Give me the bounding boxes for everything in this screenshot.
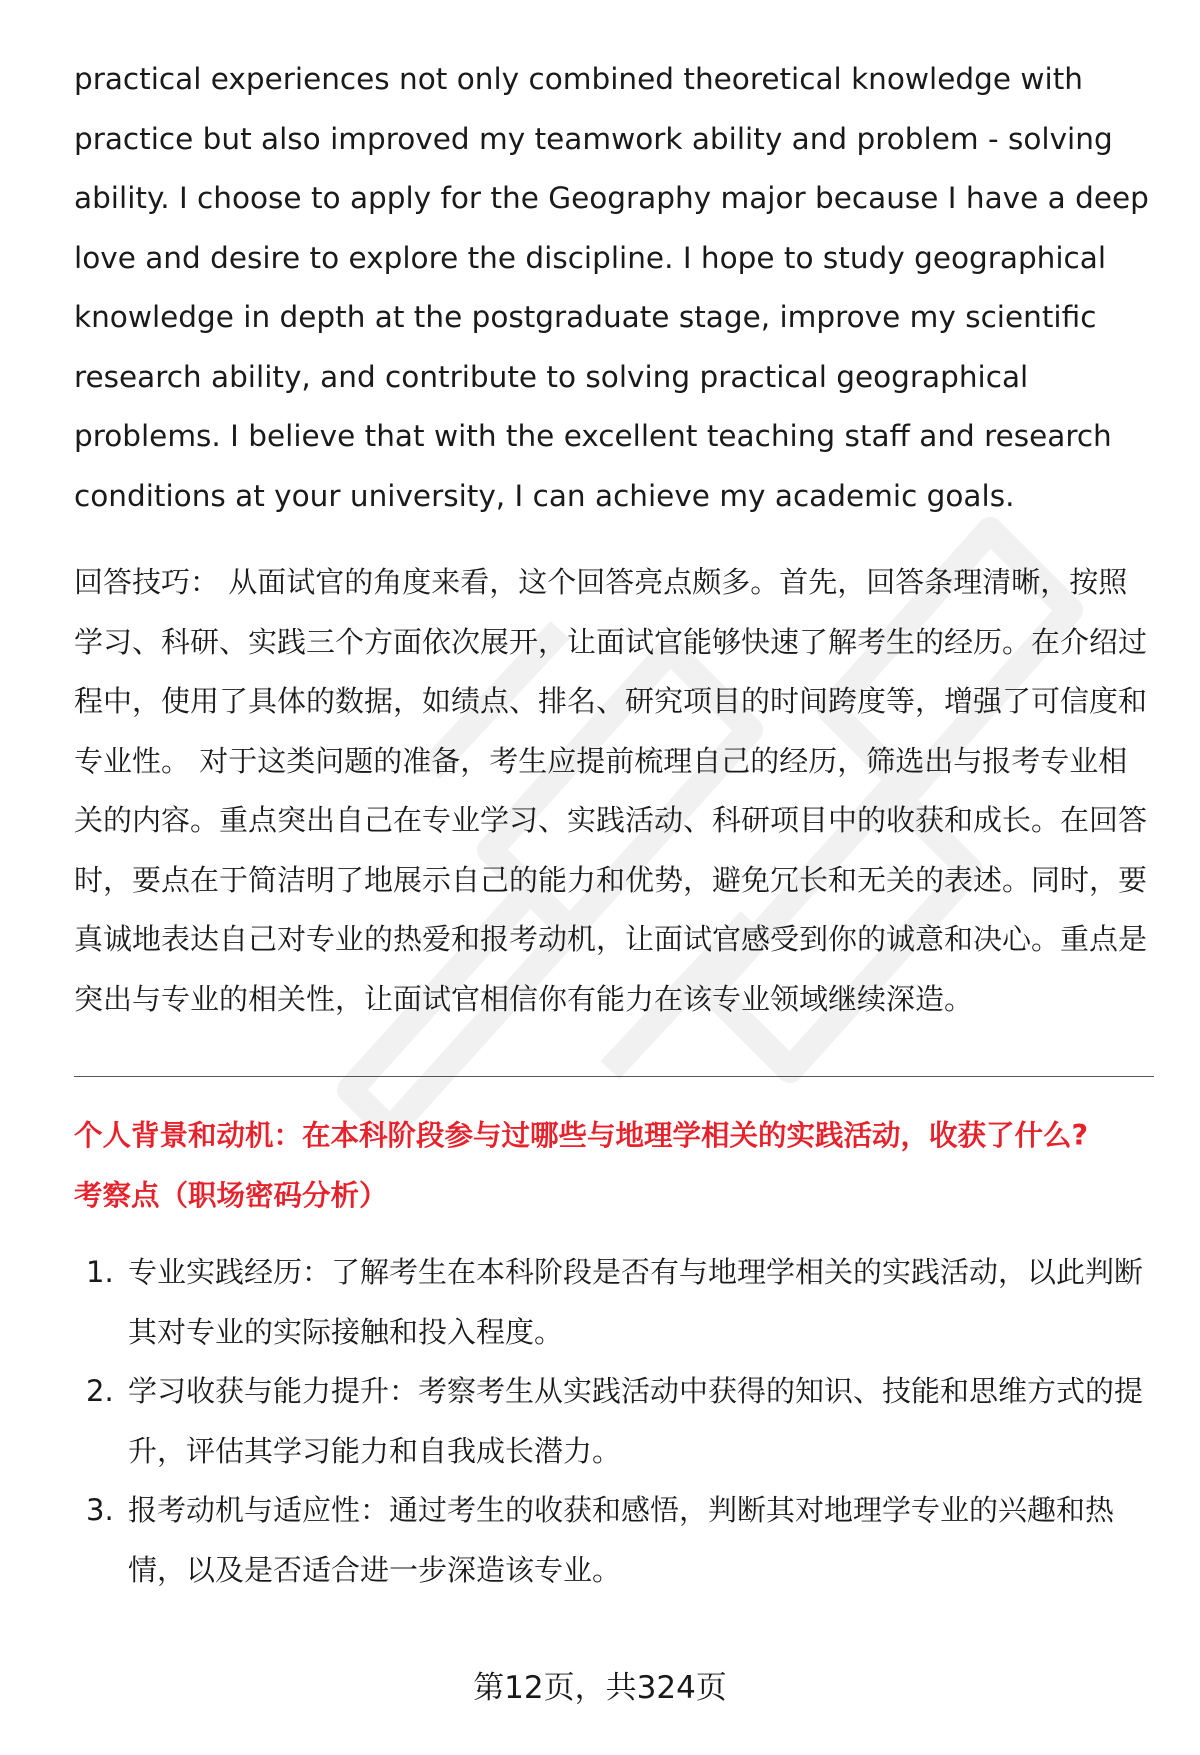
section-divider — [74, 1076, 1154, 1077]
page-number: 第12页，共324页 — [473, 1670, 727, 1706]
list-item-number: 2. — [86, 1374, 114, 1408]
list-item-text: 报考动机与适应性：通过考生的收获和感悟，判断其对地理学专业的兴趣和热情，以及是否适合进一步深造该专业。 — [128, 1493, 1115, 1587]
answer-tip-paragraph: 回答技巧： 从面试官的角度来看，这个回答亮点颇多。首先，回答条理清晰，按照学习、科研、实践三个方面依次展开，让面试官能够快速了解考生的经历。在介绍过程中，使用了具体的数据，如绩点、排名、研究项目的时间跨度等，增强了可信度和专业性。 对于这类问题的准备，考生应提前梳理自己的经历，筛选出与报考专业相关的内容。重点突出自己在专业学习、实践活动、科研项目中的收获和成长。在回答时，要点在于简洁明了地展示自己的能力和优势，避免冗长和无关的表述。同时，要真诚地表达自己对专业的热爱和报考动机，让面试官感受到你的诚意和决心。重点是突出与专业的相关性，让面试官相信你有能力在该专业领域继续深造。 — [74, 565, 1148, 1016]
list-item-text: 学习收获与能力提升：考察考生从实践活动中获得的知识、技能和思维方式的提升，评估其学习能力和自我成长潜力。 — [128, 1374, 1144, 1468]
list-item — [74, 1362, 1154, 1481]
list-item-number: 1. — [86, 1255, 114, 1289]
intro-paragraph: practical experiences not only combined theoretical knowledge with practice but also improved my teamwork ability and problem - solving ability. I choose to apply for the Geography major because I have a deep love and desire to explore the discipline. I hope to study geographical knowledge in depth at the postgraduate stage, improve my scientific research ability, and contribute to solving practical geographical problems. I believe that with the excellent teaching staff and research conditions at your university, I can achieve my academic goals. — [74, 62, 1149, 513]
document-content — [74, 50, 1154, 1600]
question-heading: 个人背景和动机：在本科阶段参与过哪些与地理学相关的实践活动，收获了什么? — [74, 1119, 1089, 1152]
list-item — [74, 1481, 1154, 1600]
evaluation-points-list — [74, 1243, 1154, 1600]
list-item — [74, 1243, 1154, 1362]
list-item-text: 专业实践经历：了解考生在本科阶段是否有与地理学相关的实践活动，以此判断其对专业的实际接触和投入程度。 — [128, 1255, 1144, 1349]
list-item-number: 3. — [86, 1493, 114, 1527]
evaluation-points-heading: 考察点（职场密码分析） — [74, 1179, 388, 1212]
